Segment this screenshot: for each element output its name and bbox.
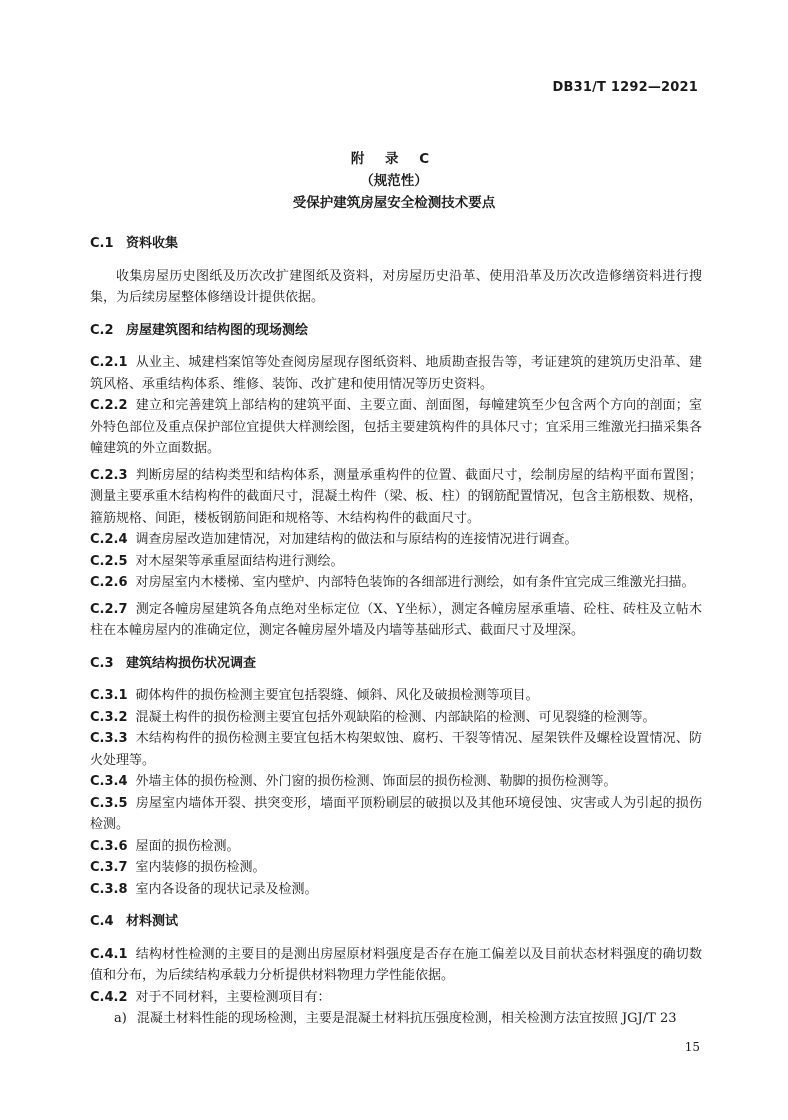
clause-c3-1: C.3.1 砌体构件的损伤检测主要宜包括裂缝、倾斜、风化及破损检测等项目。 xyxy=(90,688,539,703)
clause-c3-5: C.3.5 房屋室内墙体开裂、拱突变形，墙面平顶粉刷层的破损以及其他环境侵蚀、灾害或人为引起的损伤检测。 xyxy=(90,795,702,832)
clause-c2-5: C.2.5 对木屋架等承重屋面结构进行测绘。 xyxy=(90,553,344,569)
document-body xyxy=(90,233,702,1030)
clause-c3-4: C.3.4 外墙主体的损伤检测、外门窗的损伤检测、饰面层的损伤检测、勒脚的损伤检测等。 xyxy=(90,774,617,789)
section-c1-body: 收集房屋历史图纸及历次改扩建图纸及资料，对房屋历史沿革、使用沿革及历次改造修缮资料进行搜集，为后续房屋整体修缮设计提供依据。 xyxy=(90,268,702,305)
clause-c2-7: C.2.7 测定各幢房屋建筑各角点绝对坐标定位（X、Y坐标），测定各幢房屋承重墙、砼柱、砖柱及立帖木柱在本幢房屋内的准确定位，测定各幢房屋外墙及内墙等基础形式、截面尺寸及埋深。 xyxy=(90,601,702,638)
clause-c3-3: C.3.3 木结构构件的损伤检测主要宜包括木构架蚁蚀、腐朽、干裂等情况、屋架铁件及螺栓设置情况、防火处理等。 xyxy=(90,731,702,768)
normative-label: （规范性） xyxy=(360,173,428,189)
document-code: DB31/T 1292—2021 xyxy=(552,80,698,95)
clause-c2-3: C.2.3 判断房屋的结构类型和结构体系，测量承重构件的位置、截面尺寸，绘制房屋的结构平面布置图；测量主要承重木结构构件的截面尺寸，混凝土构件（梁、板、柱）的钢筋配置情况，包含主筋根数、规格，箍筋规格、间距，楼板钢筋间距和规格等、木结构构件的截面尺寸。 xyxy=(90,467,702,526)
clause-c3-8: C.3.8 室内各设备的现状记录及检测。 xyxy=(90,881,318,897)
clause-c3-2: C.3.2 混凝土构件的损伤检测主要宜包括外观缺陷的检测、内部缺陷的检测、可见裂缝的检测等。 xyxy=(90,709,656,725)
clause-c2-4: C.2.4 调查房屋改造加建情况，对加建结构的做法和与原结构的连接情况进行调查。 xyxy=(90,532,578,547)
section-heading-c2: C.2 房屋建筑图和结构图的现场测绘 xyxy=(90,322,309,338)
section-heading-c4: C.4 材料测试 xyxy=(90,914,179,929)
clause-c2-2: C.2.2 建立和完善建筑上部结构的建筑平面、主要立面、剖面图，每幢建筑至少包含两个方向的剖面；室外特色部位及重点保护部位宜提供大样测绘图，包括主要建筑构件的具体尺寸；宜采用三维激光扫描采集各幢建筑的外立面数据。 xyxy=(90,398,702,456)
appendix-title-block xyxy=(0,148,788,214)
appendix-label: 附 录 C xyxy=(350,151,438,167)
clause-c4-2: C.4.2 对于不同材料，主要检测项目有： xyxy=(90,989,331,1005)
clause-c2-1: C.2.1 从业主、城建档案馆等处查阅房屋现存图纸资料、地质勘查报告等，考证建筑的建筑历史沿革、建筑风格、承重结构体系、维修、装饰、改扩建和使用情况等历史资料。 xyxy=(90,355,702,392)
clause-c3-6: C.3.6 屋面的损伤检测。 xyxy=(90,838,240,854)
section-heading-c1: C.1 资料收集 xyxy=(90,236,179,251)
list-item-a: a) 混凝土材料性能的现场检测，主要是混凝土材料抗压强度检测，相关检测方法宜按照 JGJ/T 23 xyxy=(114,1011,677,1026)
appendix-main-title: 受保护建筑房屋安全检测技术要点 xyxy=(292,195,496,211)
section-heading-c3: C.3 建筑结构损伤状况调查 xyxy=(90,655,257,671)
page-number: 15 xyxy=(684,1040,700,1054)
clause-c4-1: C.4.1 结构材性检测的主要目的是测出房屋原材料强度是否存在施工偏差以及目前状态材料强度的确切数值和分布，为后续结构承载力分析提供材料物理力学性能依据。 xyxy=(90,946,702,983)
clause-c3-7: C.3.7 室内装修的损伤检测。 xyxy=(90,860,266,875)
clause-c2-6: C.2.6 对房屋室内木楼梯、室内壁炉、内部特色装饰的各细部进行测绘，如有条件宜完成三维激光扫描。 xyxy=(90,575,695,590)
